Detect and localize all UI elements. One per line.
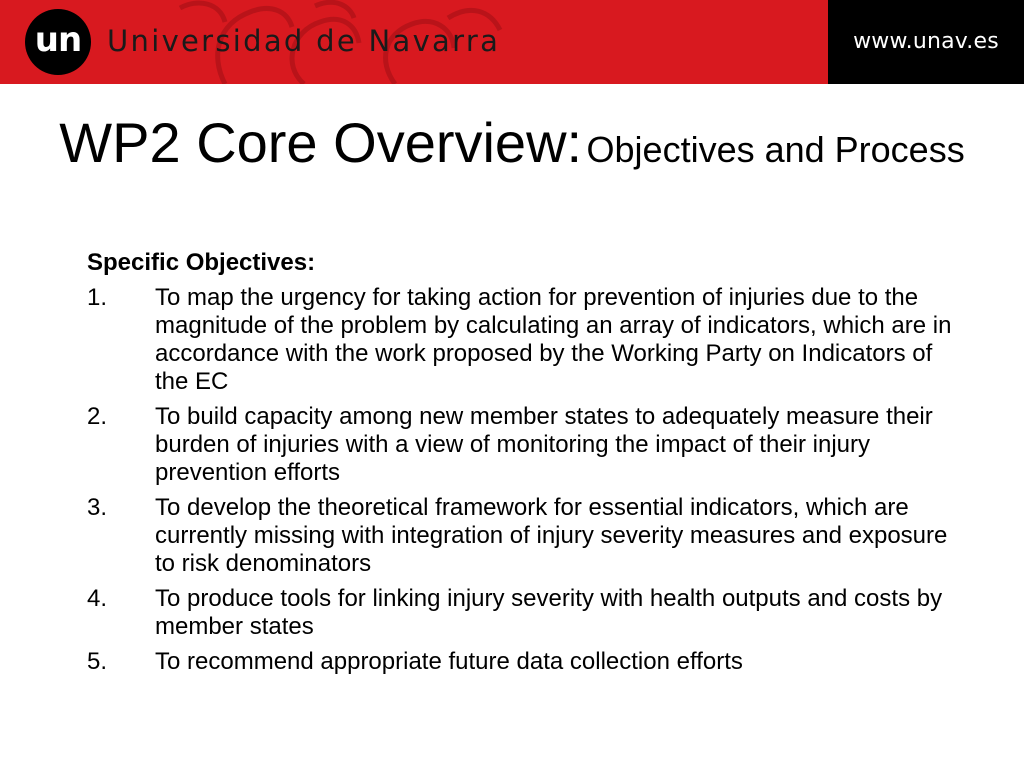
objective-item	[87, 585, 957, 641]
objective-item	[87, 494, 957, 578]
objective-number: 2.	[87, 403, 108, 430]
objective-text: To build capacity among new member states to adequately measure their burden of injuries with a view of monitoring the impact of their injury prevention efforts	[155, 403, 933, 486]
objective-item	[87, 648, 957, 676]
slide-title	[40, 110, 984, 176]
objective-item	[87, 284, 957, 396]
objective-number: 1.	[87, 284, 108, 311]
website-box	[828, 0, 1024, 84]
objective-number: 3.	[87, 494, 108, 521]
objective-text: To develop the theoretical framework for essential indicators, which are currently missing with integration of injury severity measures and exposure to risk denominators	[155, 494, 948, 577]
university-name: Universidad de Navarra	[107, 24, 501, 58]
objective-text: To produce tools for linking injury severity with health outputs and costs by member states	[155, 585, 943, 640]
objectives-content	[87, 249, 957, 683]
objective-text: To recommend appropriate future data collection efforts	[155, 648, 743, 675]
logo-text: un	[34, 20, 82, 60]
objectives-heading: Specific Objectives:	[87, 249, 316, 276]
title-subtitle: Objectives and Process	[586, 129, 965, 170]
university-logo	[25, 9, 91, 75]
title-main: WP2 Core Overview:	[59, 111, 583, 174]
objective-item	[87, 403, 957, 487]
header-banner	[0, 0, 828, 84]
objective-number: 5.	[87, 648, 108, 675]
objective-text: To map the urgency for taking action for prevention of injuries due to the magnitude of the problem by calculating an array of indicators, which are in accordance with the work proposed by the Working Party on Indicators of the EC	[155, 284, 952, 395]
objective-number: 4.	[87, 585, 108, 612]
website-url: www.unav.es	[853, 29, 999, 54]
